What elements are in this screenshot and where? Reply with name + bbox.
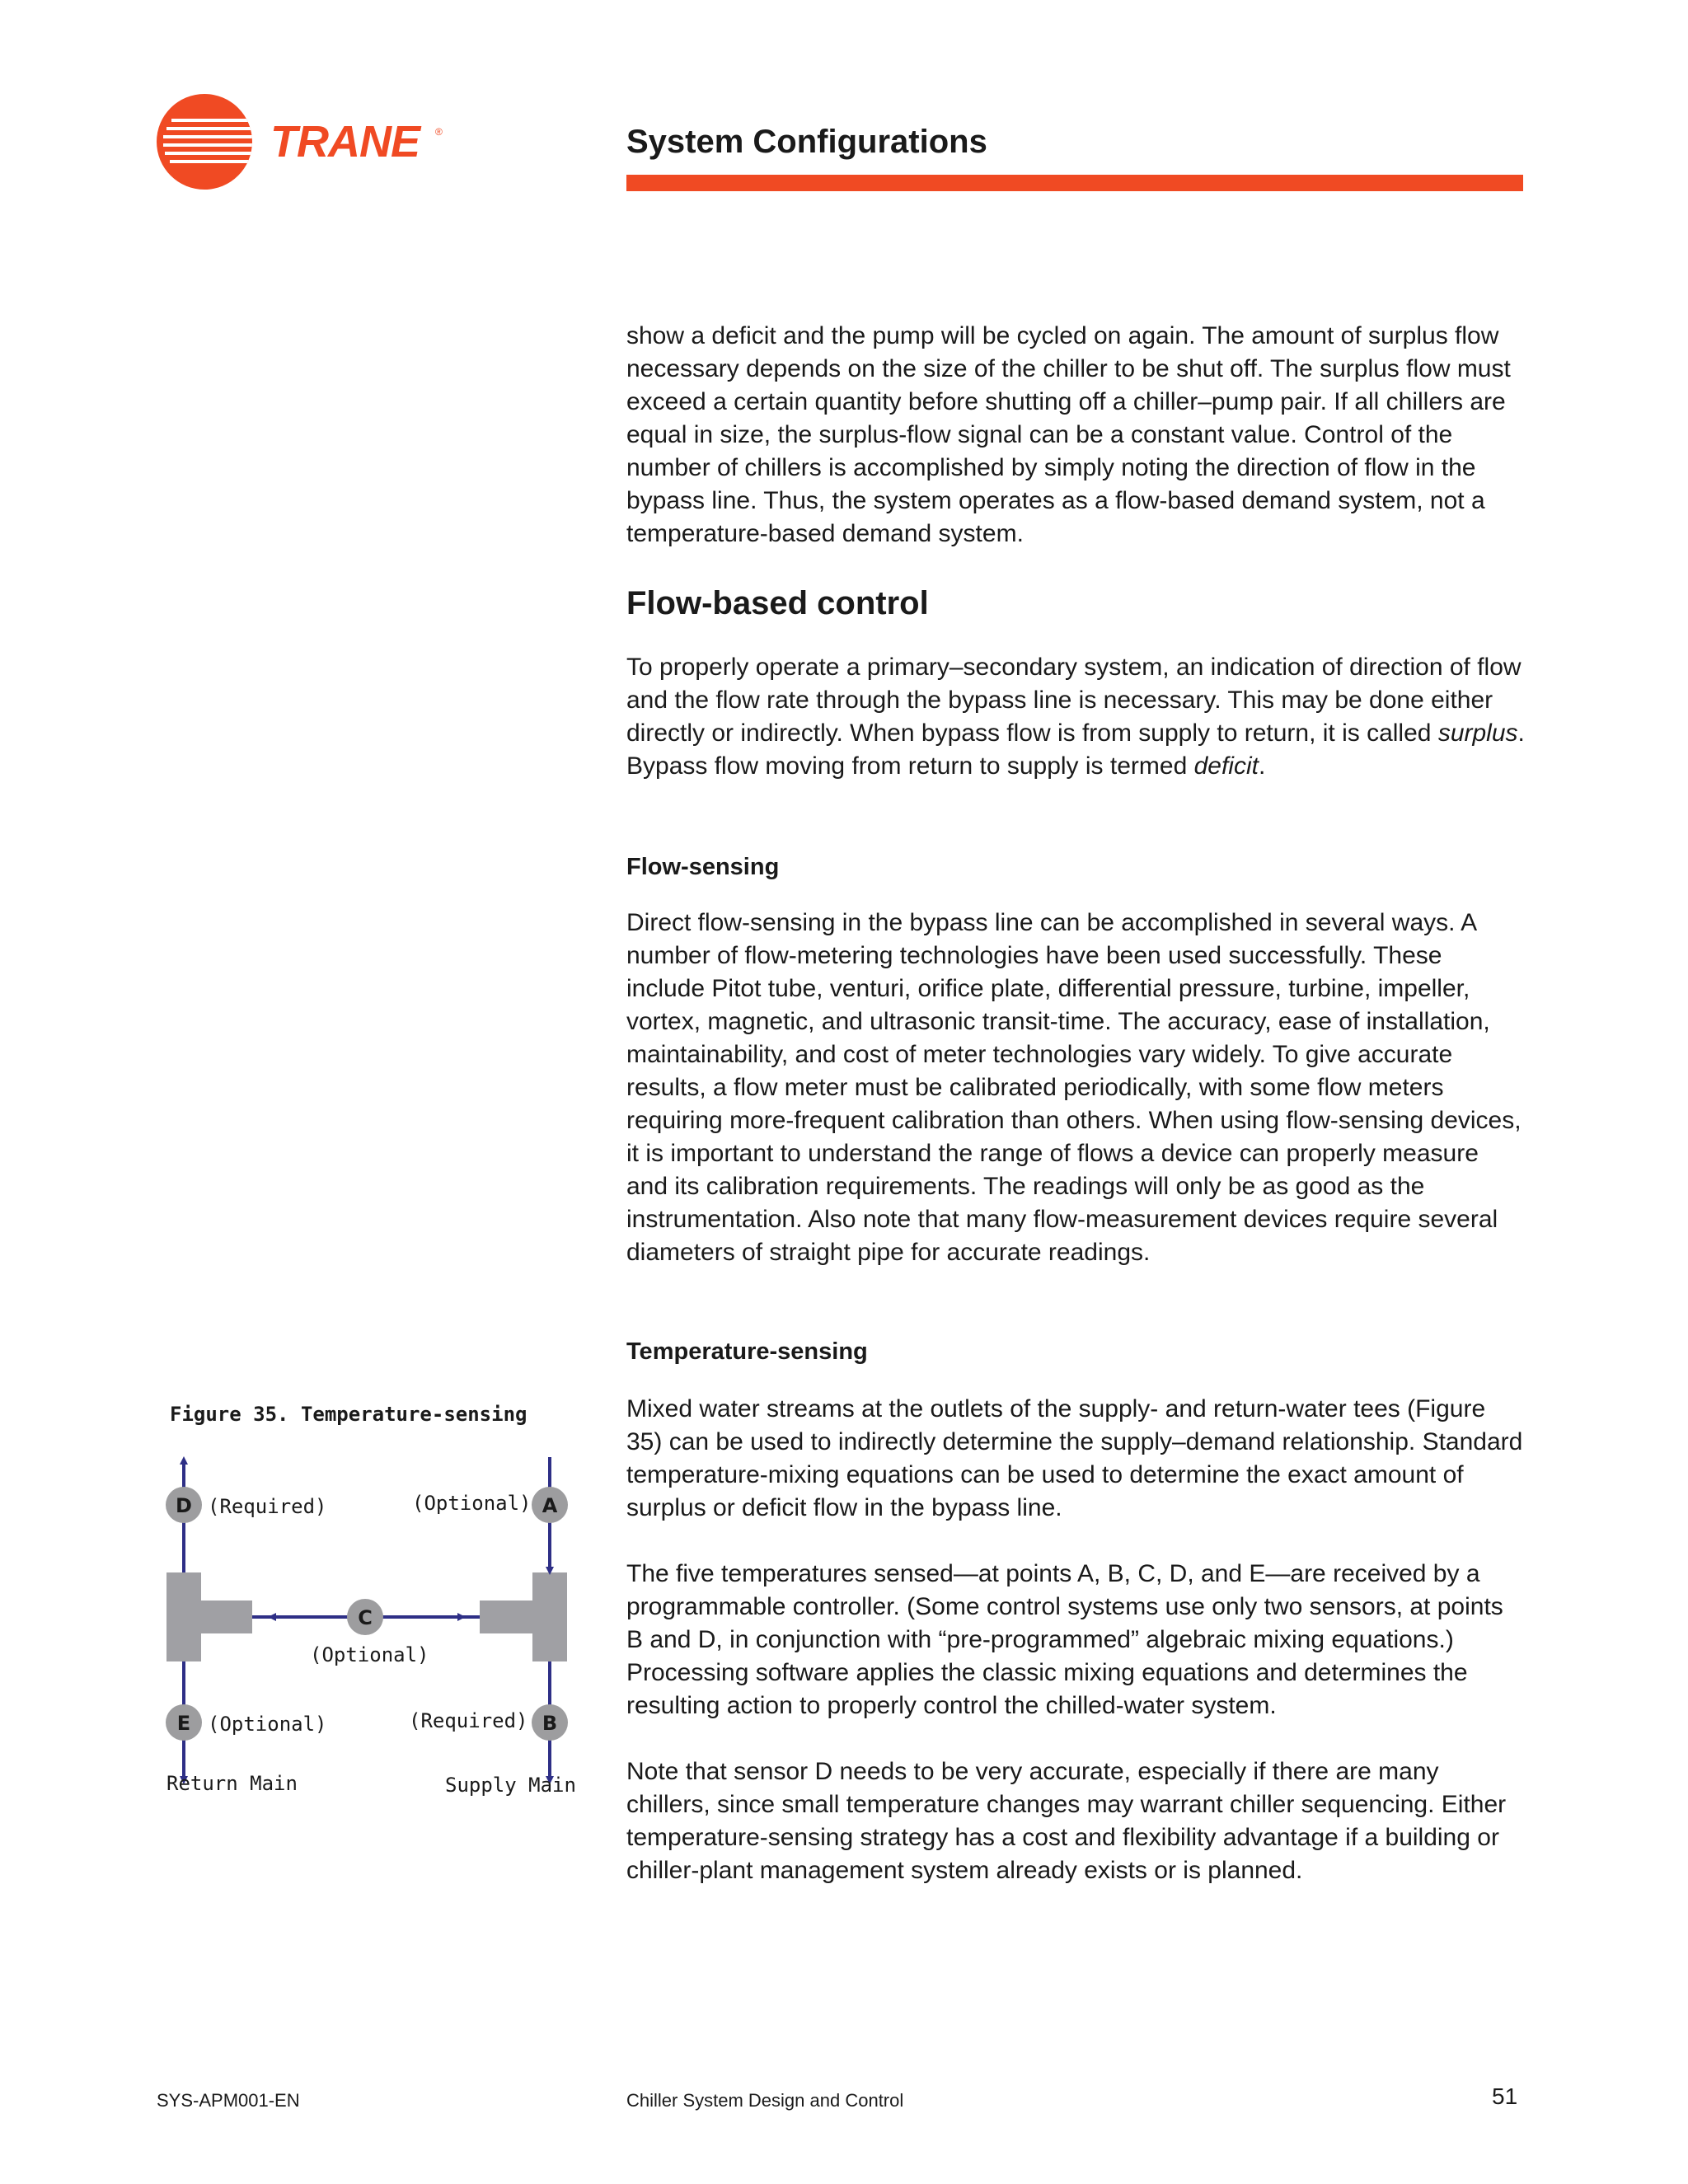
svg-text:A: A — [542, 1494, 558, 1517]
sensor-b — [532, 1704, 568, 1741]
svg-text:C: C — [358, 1606, 373, 1629]
label-a-optional: (Optional) — [412, 1492, 532, 1515]
trane-logo — [155, 92, 460, 191]
label-supply-main: Supply Main — [445, 1774, 576, 1797]
svg-text:E: E — [176, 1712, 191, 1735]
svg-text:B: B — [542, 1712, 558, 1735]
term-surplus: surplus — [1437, 719, 1518, 747]
flow-control-paragraph: To properly operate a primary–secondary system, an indication of direction of flow and the flow rate through the bypass line is necessary. This may be done either directly or indirectly. When bypass flow is from supply to return, it is called surplus. Bypass flow moving from return to supply is termed deficit. — [626, 654, 1525, 780]
label-c-optional: (Optional) — [310, 1643, 429, 1666]
page-number: 51 — [1492, 2083, 1518, 2109]
sensor-d — [166, 1487, 202, 1523]
term-deficit: deficit — [1193, 752, 1259, 780]
sensor-a — [532, 1487, 568, 1523]
label-b-required: (Required) — [409, 1709, 528, 1732]
return-tee — [166, 1572, 201, 1661]
heading-flow-based-control: Flow-based control — [626, 585, 929, 621]
supply-tee — [532, 1572, 567, 1661]
heading-flow-sensing: Flow-sensing — [626, 854, 780, 880]
return-tee-branch — [201, 1601, 252, 1633]
label-return-main: Return Main — [166, 1772, 298, 1795]
svg-text:D: D — [176, 1494, 192, 1517]
svg-text:®: ® — [435, 126, 443, 138]
sensor-e — [166, 1704, 202, 1741]
temperature-sensing-paragraph-3: Note that sensor D needs to be very accurate, especially if there are many chillers, since small temperature changes may warrant chiller sequencing. Either temperature-sensing strategy has a cost and flexibility advantage if a building or chiller-plant management system already exists or is planned. — [626, 1758, 1507, 1884]
intro-paragraph: show a deficit and the pump will be cycled on again. The amount of surplus flow necessary depends on the size of the chiller to be shut off. The surplus flow must exceed a certain quantity before shutting off a chiller–pump pair. If all chillers are equal in size, the surplus-flow signal can be a constant value. Control of the number of chillers is accomplished by simply noting the direction of flow in the bypass line. Thus, the system operates as a flow-based demand system, not a temperature-based demand system. — [626, 322, 1511, 547]
section-title: System Configurations — [626, 124, 987, 160]
sensor-c — [347, 1599, 383, 1635]
figure-caption: Figure 35. Temperature-sensing — [170, 1403, 528, 1426]
temperature-sensing-diagram — [157, 1451, 585, 1797]
supply-tee-branch — [480, 1601, 532, 1633]
flow-sensing-paragraph: Direct flow-sensing in the bypass line can be accomplished in several ways. A number of flow-metering technologies have been used successfully. These include Pitot tube, venturi, orifice plate, differential pressure, turbine, impeller, vortex, magnetic, and ultrasonic transit-time. The accuracy, ease of installation, maintainability, and cost of meter technologies vary widely. To give accurate results, a flow meter must be calibrated periodically, with some flow meters requiring more-frequent calibration than others. When using flow-sensing devices, it is important to understand the range of flows a device can properly measure and its calibration requirements. The readings will only be as good as the instrumentation. Also note that many flow-measurement devices require several diameters of straight pipe for accurate readings. — [626, 909, 1522, 1266]
logo-wordmark: TRANE — [270, 117, 420, 166]
header-rule — [626, 175, 1523, 191]
temperature-sensing-paragraph-1: Mixed water streams at the outlets of the supply- and return-water tees (Figure 35) can be used to indirectly determine the supply–demand relationship. Standard temperature-mixing equations can be used to determine the exact amount of surplus or deficit flow in the bypass line. — [626, 1395, 1523, 1521]
label-d-required: (Required) — [208, 1495, 327, 1518]
logo-emblem-icon — [155, 92, 262, 191]
temperature-sensing-paragraph-2: The five temperatures sensed—at points A, B, C, D, and E—are received by a programmable controller. (Some control systems use only two sensors, at points B and D, in conjunction with “pre-programmed” algebraic mixing equations.) Processing software applies the classic mixing equations and determines the resulting action to properly control the chilled-water system. — [626, 1560, 1503, 1719]
footer-title: Chiller System Design and Control — [626, 2090, 904, 2111]
footer-doc-id: SYS-APM001-EN — [157, 2090, 300, 2111]
heading-temperature-sensing: Temperature-sensing — [626, 1338, 868, 1365]
label-e-optional: (Optional) — [208, 1713, 327, 1736]
